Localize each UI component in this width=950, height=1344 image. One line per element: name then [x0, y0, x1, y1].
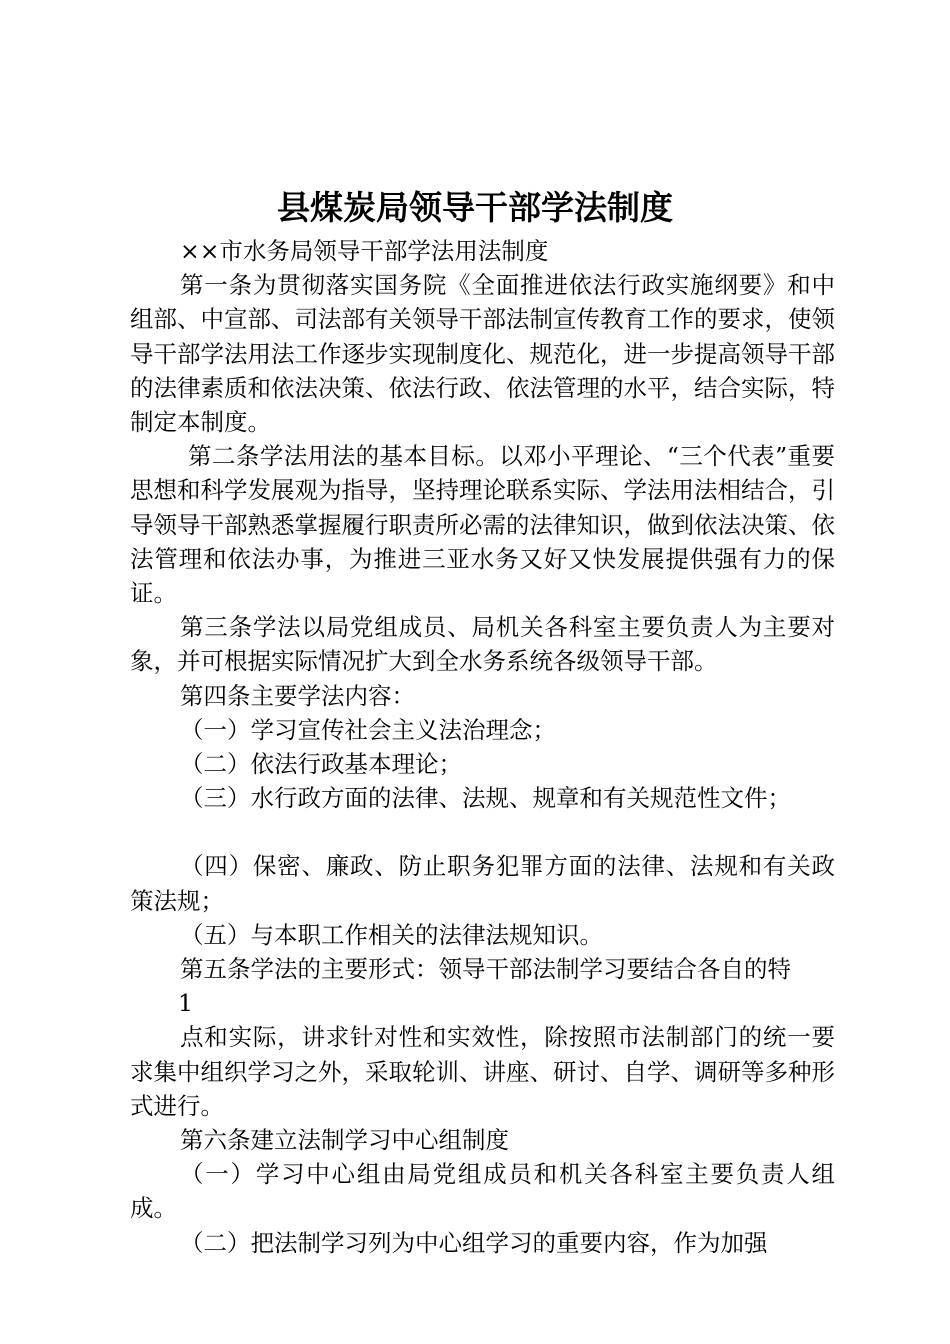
article-4-item-2: （二）依法行政基本理论；	[180, 750, 462, 779]
page-number: 1	[178, 989, 193, 1018]
article-1-paragraph: 第一条为贯彻落实国务院《全面推进依法行政实施纲要》和中组部、中宣部、司法部有关领导干部法制宣传教育工作的要求，使领导干部学法用法工作逐步实现制度化、规范化，进一步提高领导干部的法律素质和依法决策、依法行政、依法管理的水平，结合实际，特制定本制度。	[130, 271, 835, 437]
article-4-item-3: （三）水行政方面的法律、法规、规章和有关规范性文件；	[180, 784, 791, 813]
document-title: 县煤炭局领导干部学法制度	[277, 188, 673, 227]
document-body	[130, 234, 835, 1260]
article-6-paragraph: 第六条建立法制学习中心组制度	[180, 1126, 509, 1155]
article-4-paragraph: 第四条主要学法内容：	[180, 681, 415, 710]
subtitle-paragraph: ××市水务局领导干部学法用法制度	[180, 237, 549, 265]
article-5-continued: 点和实际，讲求针对性和实效性，除按照市法制部门的统一要求集中组织学习之外，采取轮训、讲座、研讨、自学、调研等多种形式进行。	[130, 1023, 835, 1120]
article-6-item-1: （一）学习中心组由局党组成员和机关各科室主要负责人组成。	[130, 1160, 835, 1223]
article-4-item-4: （四）保密、廉政、防止职务犯罪方面的法律、法规和有关政策法规；	[130, 852, 835, 915]
article-4-item-1: （一）学习宣传社会主义法治理念；	[180, 715, 556, 744]
article-3-paragraph: 第三条学法以局党组成员、局机关各科室主要负责人为主要对象，并可根据实际情况扩大到全水务系统各级领导干部。	[130, 613, 835, 676]
article-2-paragraph: 第二条学法用法的基本目标。以邓小平理论、“三个代表”重要思想和科学发展观为指导，坚持理论联系实际、学法用法相结合，引导领导干部熟悉掌握履行职责所必需的法律知识，做到依法决策、依法管理和依法办事，为推进三亚水务又好又快发展提供强有力的保证。	[130, 442, 835, 608]
article-5-paragraph: 第五条学法的主要形式：领导干部法制学习要结合各自的特	[180, 955, 791, 984]
article-4-item-5: （五）与本职工作相关的法律法规知识。	[180, 920, 603, 949]
blank-line	[130, 815, 835, 849]
article-6-item-2: （二）把法制学习列为中心组学习的重要内容，作为加强	[180, 1228, 768, 1257]
